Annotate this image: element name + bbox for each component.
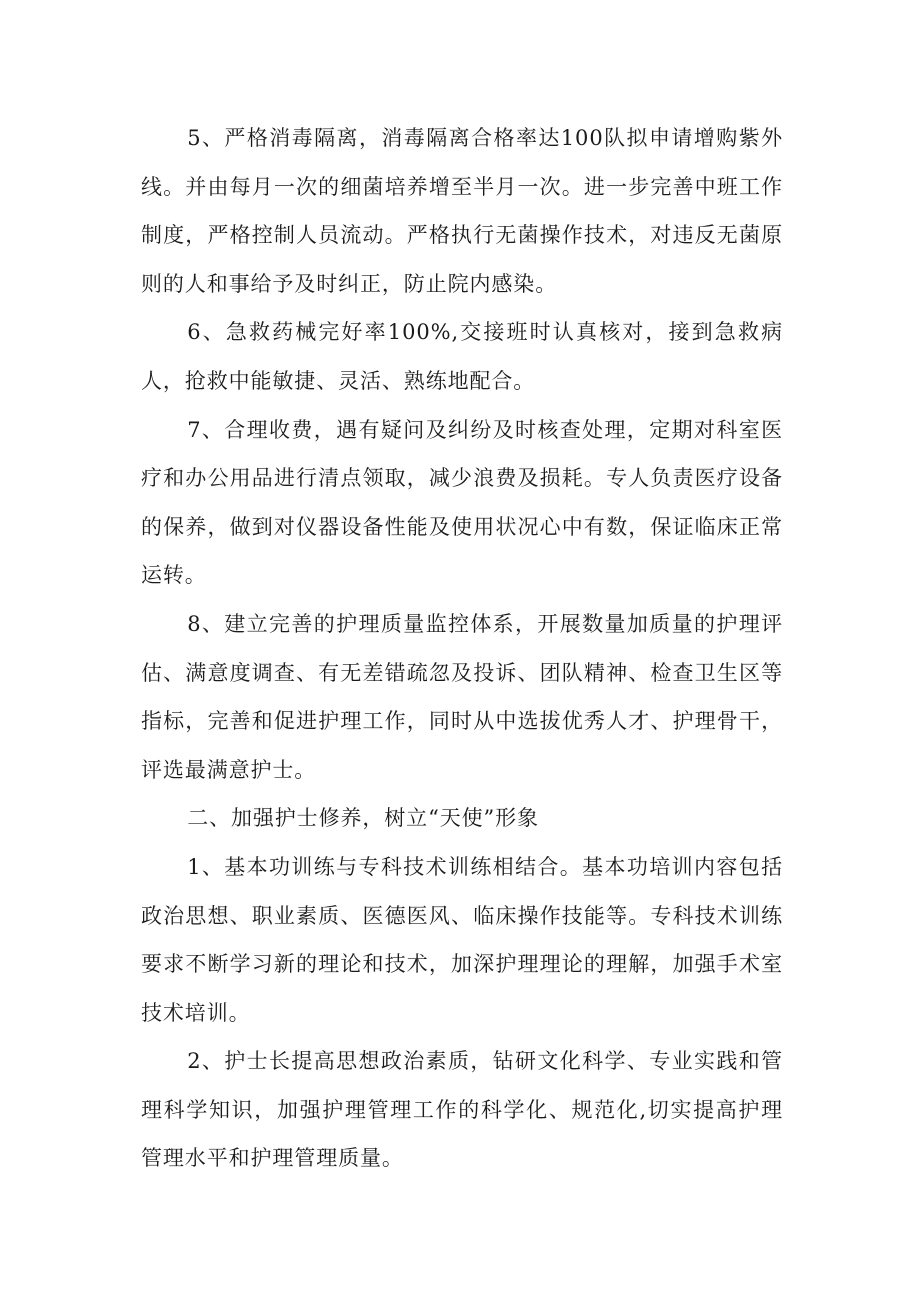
paragraph-section2-item-2: 2、护士长提高思想政治素质，钻研文化科学、专业实践和管理科学知识，加强护理管理工作的科学化、规范化,切实提高护理管理水平和护理管理质量。	[141, 1049, 783, 1171]
section-heading-2: 二、加强护士修养，树立“天使”形象	[187, 806, 539, 831]
paragraph-item-7: 7、合理收费，遇有疑问及纠纷及时核查处理，定期对科室医疗和办公用品进行清点领取，减少浪费及损耗。专人负责医疗设备的保养，做到对仪器设备性能及使用状况心中有数，保证临床正常运转。	[141, 417, 783, 588]
paragraph-section2-item-1: 1、基本功训练与专科技术训练相结合。基本功培训内容包括政治思想、职业素质、医德医风、临床操作技能等。专科技术训练要求不断学习新的理论和技术，加深护理理论的理解，加强手术室技术培训。	[141, 854, 783, 1025]
paragraph-item-8: 8、建立完善的护理质量监控体系，开展数量加质量的护理评估、满意度调查、有无差错疏忽及投诉、团队精神、检查卫生区等指标，完善和促进护理工作，同时从中选拔优秀人才、护理骨干，评选最满意护士。	[141, 611, 783, 782]
paragraph-item-6: 6、急救药械完好率100%,交接班时认真核对，接到急救病人，抢救中能敏捷、灵活、熟练地配合。	[141, 320, 783, 393]
document-body	[141, 114, 783, 1183]
paragraph-item-5: 5、严格消毒隔离，消毒隔离合格率达100队拟申请增购紫外线。并由每月一次的细菌培养增至半月一次。进一步完善中班工作制度，严格控制人员流动。严格执行无菌操作技术，对违反无菌原则的人和事给予及时纠正，防止院内感染。	[141, 126, 783, 296]
